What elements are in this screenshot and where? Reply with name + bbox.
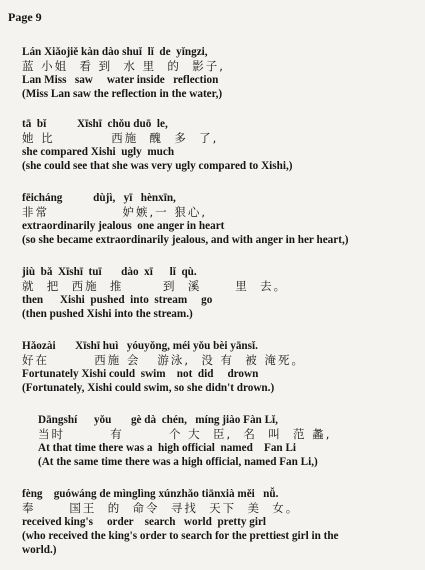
pinyin-line: Hǎozài Xīshī huì yóuyǒng, méi yǒu bèi yānsǐ.	[22, 340, 258, 352]
translation-line: (At the same time there was a high official, named Fan Li,)	[38, 456, 318, 468]
chinese-line: 她 比 西施 醜 多 了,	[22, 131, 219, 145]
chinese-line: 奉 国王 的 命令 寻找 天下 美 女。	[22, 501, 300, 515]
chinese-line: 当时 有 个 大 臣, 名 叫 范 蠡,	[38, 427, 332, 441]
pinyin-line: Dāngshí yǒu gè dà chén, míng jiào Fàn Lǐ,	[38, 414, 278, 426]
translation-line: (so she became extraordinarily jealous, and with anger in her heart,)	[22, 234, 349, 246]
pinyin-line: fēicháng dùjì, yī hènxīn,	[22, 192, 176, 204]
pinyin-line: tā bǐ Xīshī chǒu duō le,	[22, 118, 168, 130]
translation-line: (Fortunately, Xishi could swim, so she didn't drown.)	[22, 382, 275, 394]
gloss-line: Fortunately Xishi could swim not did drown	[22, 368, 259, 380]
chinese-line: 非常 妒嫉,一 狠心,	[22, 205, 207, 219]
pinyin-line: fèng guówáng de mìnglìng xúnzhǎo tiānxià měi nǚ.	[22, 488, 279, 500]
gloss-line: she compared Xishi ugly much	[22, 146, 175, 158]
chinese-line: 就 把 西施 推 到 溪 里 去。	[22, 279, 288, 293]
gloss-line: At that time there was a high official named Fan Li	[38, 442, 297, 454]
translation-line-continued: world.)	[22, 544, 57, 556]
gloss-line: then Xishi pushed into stream go	[22, 294, 213, 306]
gloss-line: extraordinarily jealous one anger in heart	[22, 220, 225, 232]
pinyin-line: jiù bǎ Xīshī tuī dào xī lǐ qù.	[22, 266, 197, 278]
gloss-line: received king's order search world pretty girl	[22, 516, 267, 528]
chinese-line: 蓝 小姐 看 到 水 里 的 影子,	[22, 59, 225, 73]
translation-line: (Miss Lan saw the reflection in the water,)	[22, 88, 223, 100]
gloss-line: Lan Miss saw water inside reflection	[22, 74, 219, 86]
chinese-line: 好在 西施 会 游泳, 没 有 被 淹死。	[22, 353, 305, 367]
translation-line: (then pushed Xishi into the stream.)	[22, 308, 193, 320]
translation-line: (who received the king's order to search for the prettiest girl in the	[22, 530, 339, 542]
translation-line: (she could see that she was very ugly compared to Xishi,)	[22, 160, 293, 172]
page-label: Page 9	[8, 10, 42, 24]
pinyin-line: Lán Xiǎojiě kàn dào shuǐ lǐ de yǐngzi,	[22, 46, 208, 58]
